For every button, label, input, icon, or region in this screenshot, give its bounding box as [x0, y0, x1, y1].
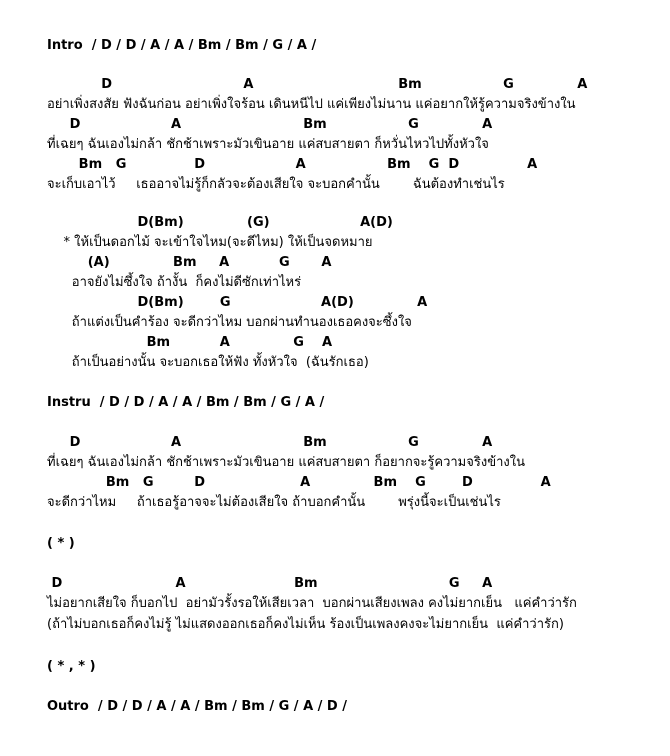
- verse1-chord-line-3: Bm G D A Bm G D A: [47, 157, 538, 172]
- chorus-lyric-line-2: อาจยังไม่ซึ้งใจ ถ้างั้น ก็คงไม่ดีซักเท่าไหร่: [47, 275, 302, 290]
- intro-line: Intro / D / D / A / A / Bm / Bm / G / A /: [47, 38, 317, 53]
- verse2-lyric-line-1: ที่เฉยๆ ฉันเองไม่กล้า ชักช้าเพราะมัวเขินอาย แค่สบสายตา ก็อยากจะรู้ความจริงข้างใน: [47, 455, 525, 470]
- chorus-lyric-line-1: * ให้เป็นดอกไม้ จะเข้าใจไหม(จะดีไหม) ให้เป็นจดหมาย: [47, 235, 373, 250]
- chorus-lyric-line-4: ถ้าเป็นอย่างนั้น จะบอกเธอให้ฟัง ทั้งหัวใจ (ฉันรักเธอ): [47, 355, 369, 370]
- instru-line: Instru / D / D / A / A / Bm / Bm / G / A /: [47, 395, 325, 410]
- verse1-chord-line-1: D A Bm G A: [47, 77, 588, 92]
- chorus-double-repeat-marker: ( * , * ): [47, 659, 96, 674]
- verse3-chord-line: D A Bm G A: [47, 576, 493, 591]
- verse1-lyric-line-2: ที่เฉยๆ ฉันเองไม่กล้า ชักช้าเพราะมัวเขินอาย แค่สบสายตา ก็หวั่นไหวไปทั้งหัวใจ: [47, 137, 489, 152]
- outro-line: Outro / D / D / A / A / Bm / Bm / G / A / D /: [47, 699, 347, 714]
- chorus-chord-line-2: (A) Bm A G A: [47, 255, 332, 270]
- chorus-chord-line-3: D(Bm) G A(D) A: [47, 295, 428, 310]
- chorus-chord-line-1: D(Bm) (G) A(D): [47, 215, 393, 230]
- verse1-chord-line-2: D A Bm G A: [47, 117, 493, 132]
- chorus-lyric-line-3: ถ้าแต่งเป็นคำร้อง จะดีกว่าไหม บอกผ่านทำนองเธอคงจะซึ้งใจ: [47, 315, 412, 330]
- verse2-lyric-line-2: จะดีกว่าไหม ถ้าเธอรู้อาจจะไม่ต้องเสียใจ ถ้าบอกคำนั้น พรุ่งนี้จะเป็นเช่นไร: [47, 495, 501, 510]
- verse3-lyric-line-1: ไม่อยากเสียใจ ก็บอกไป อย่ามัวรั้งรอให้เสียเวลา บอกผ่านเสียงเพลง คงไม่ยากเย็น แค่คำว่ารัก: [47, 596, 577, 611]
- verse1-lyric-line-3: จะเก็บเอาไว้ เธออาจไม่รู้ก็กลัวจะต้องเสียใจ จะบอกคำนั้น ฉันต้องทำเช่นไร: [47, 177, 505, 192]
- verse3-lyric-line-2: (ถ้าไม่บอกเธอก็คงไม่รู้ ไม่แสดงออกเธอก็คงไม่เห็น ร้องเป็นเพลงคงจะไม่ยากเย็น แค่คำว่ารัก): [47, 617, 564, 632]
- verse2-chord-line-2: Bm G D A Bm G D A: [47, 475, 551, 490]
- chorus-chord-line-4: Bm A G A: [47, 335, 333, 350]
- chorus-repeat-marker: ( * ): [47, 536, 75, 551]
- verse2-chord-line-1: D A Bm G A: [47, 435, 493, 450]
- verse1-lyric-line-1: อย่าเพิ่งสงสัย ฟังฉันก่อน อย่าเพิ่งใจร้อน เดินหนีไป แค่เพียงไม่นาน แค่อยากให้รู้ความจริงข้างใน: [47, 97, 576, 112]
